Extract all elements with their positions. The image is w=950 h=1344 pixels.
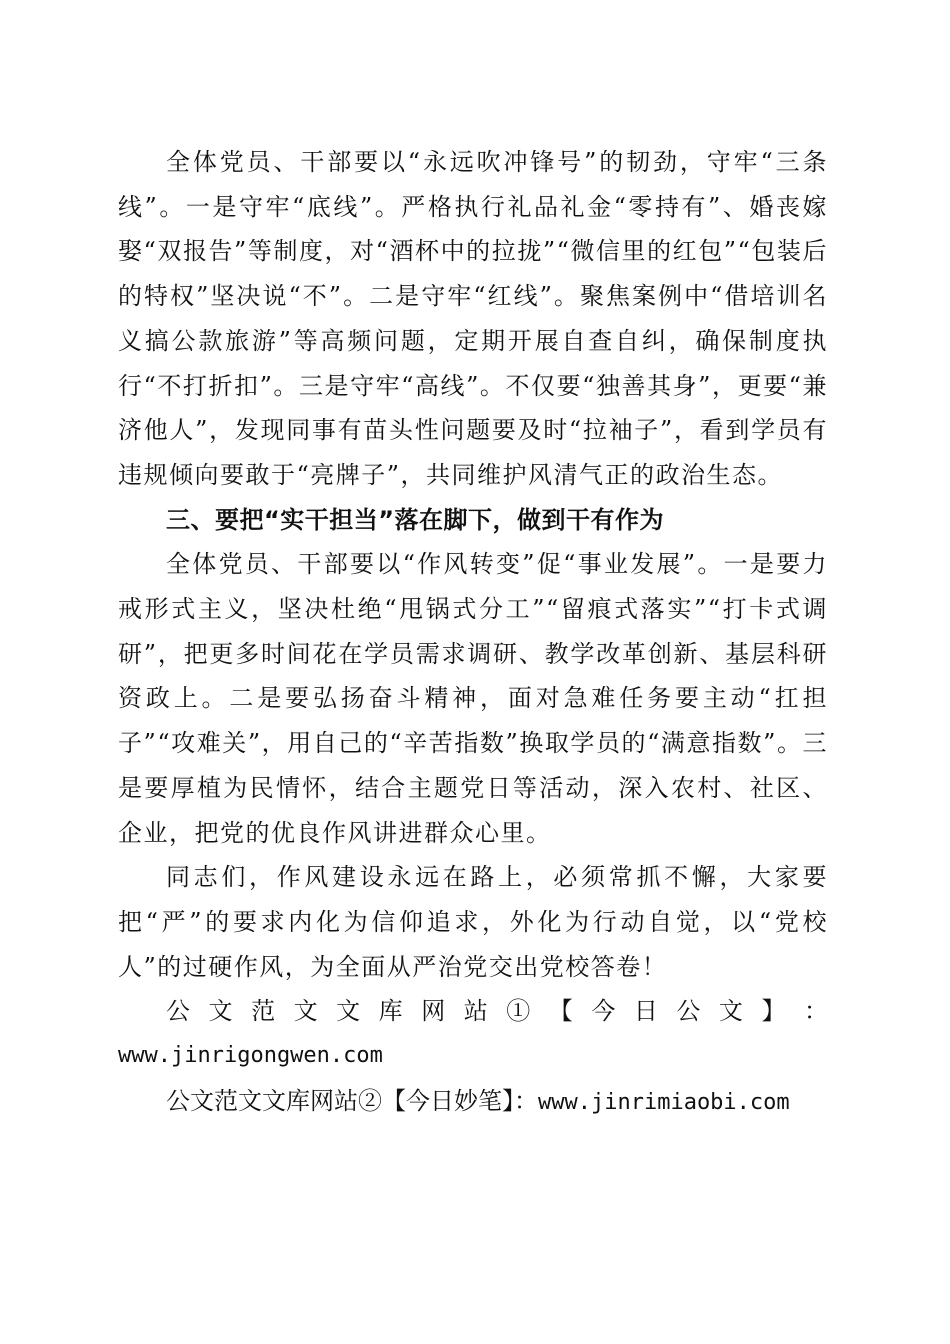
website-line-1-url[interactable]: www.jinrigongwen.com	[118, 1043, 383, 1069]
closing-paragraph: 同志们，作风建设永远在路上，必须常抓不懈，大家要把“严”的要求内化为信仰追求，外化为行动自觉，以“党校人”的过硬作风，为全面从严治党交出党校答卷！	[118, 863, 828, 981]
website-line-2-label: 公文范文文库网站②【今日妙笔】：	[166, 1086, 538, 1115]
document-page	[118, 140, 828, 1125]
website-line-1-label: 公 文 范 文 文 库 网 站 ① 【 今 日 公 文 】 ：	[166, 997, 828, 1026]
website-line-2-url[interactable]: www.jinrimiaobi.com	[538, 1089, 790, 1115]
section-heading: 三、要把“实干担当”落在脚下，做到干有作为	[166, 505, 665, 534]
body-paragraph: 全体党员、干部要以“作风转变”促“事业发展”。一是要力戒形式主义，坚决杜绝“甩锅式分工”“留痕式落实”“打卡式调研”，把更多时间花在学员需求调研、教学改革创新、基层科研资政上。二是要弘扬奋斗精神，面对急难任务要主动“扛担子”“攻难关”，用自己的“辛苦指数”换取学员的“满意指数”。三是要厚植为民情怀，结合主题党日等活动，深入农村、社区、企业，把党的优良作风讲进群众心里。	[118, 550, 828, 847]
body-paragraph: 全体党员、干部要以“永远吹冲锋号”的韧劲，守牢“三条线”。一是守牢“底线”。严格执行礼品礼金“零持有”、婚丧嫁娶“双报告”等制度，对“酒杯中的拉拢”“微信里的红包”“包装后的特权”坚决说“不”。二是守牢“红线”。聚焦案例中“借培训名义搞公款旅游”等高频问题，定期开展自查自纠，确保制度执行“不打折扣”。三是守牢“高线”。不仅要“独善其身”，更要“兼济他人”，发现同事有苗头性问题要及时“拉袖子”，看到学员有违规倾向要敢于“亮牌子”，共同维护风清气正的政治生态。	[118, 148, 828, 489]
website-line-2	[118, 1079, 828, 1126]
